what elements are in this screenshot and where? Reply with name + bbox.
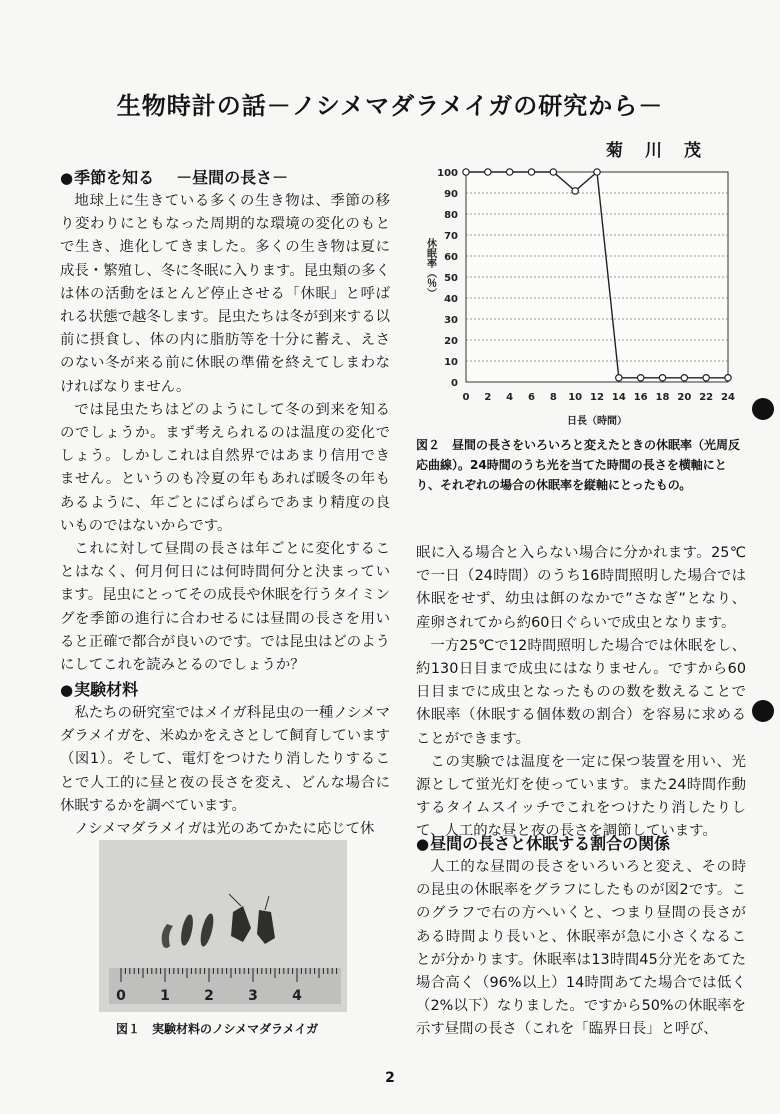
binding-hole-icon: [752, 700, 774, 722]
y-tick-label: 10: [444, 357, 458, 368]
ruler-label: 1: [160, 988, 170, 1004]
x-tick-label: 14: [611, 392, 626, 403]
photoperiod-chart: [410, 160, 744, 428]
x-tick-label: 22: [699, 392, 714, 403]
binding-hole-icon: [752, 398, 774, 420]
y-tick-label: 90: [444, 189, 458, 200]
data-point: [616, 375, 622, 381]
x-tick-label: 6: [528, 392, 535, 403]
paragraph: 人工的な昼間の長さをいろいろと変え、その時の昆虫の休眠率をグラフにしたものが図2です。このグラフで右の方へいくと、つまり昼間の長さがある時間より長いと、休眠率が急に小さくなることが分かります。休眠率は13時間45分光をあてた場合高く（96%以上）14時間あてた場合では低く（2%以下）なりました。ですから50%の休眠率を示す昼間の長さ（これを「臨界日長」と呼び、: [416, 859, 746, 1038]
figure1-photo: [99, 840, 347, 1012]
heading-text: 実験材料: [74, 680, 139, 699]
x-tick-label: 16: [633, 392, 648, 403]
figure1-caption: 図１ 実験材料のノシメマダラメイガ: [116, 1022, 319, 1036]
y-tick-label: 0: [451, 378, 458, 389]
paragraph: 眠に入る場合と入らない場合に分かれます。25℃で一日（24時間）のうち16時間照明した場合では休眠をせず、幼虫は餌のなかで”さなぎ”となり、産卵されてから約60日ぐらいで成虫となります。: [416, 545, 746, 631]
data-point: [550, 169, 556, 175]
data-point: [528, 169, 534, 175]
data-point: [506, 169, 512, 175]
data-point: [637, 375, 643, 381]
y-tick-label: 100: [437, 168, 458, 179]
paragraph: ノシメマダラメイガは光のあてかたに応じて休: [74, 821, 375, 838]
x-tick-label: 0: [462, 392, 470, 403]
y-axis-label: 休眠率（％）: [424, 238, 436, 298]
data-point: [485, 169, 491, 175]
paragraph: 一方25℃で12時間照明した場合では休眠をし、約130日目まで成虫にはなりません。ですから60日目までに成虫となったものの数を数えることで休眠率（休眠する個体数の割合）を容易に求めることができます。: [416, 637, 746, 747]
paragraph: 地球上に生きている多くの生き物は、季節の移り変わりにともなった周期的な環境の変化のもとで生き、進化してきました。多くの生き物は夏に成長・繁殖し、冬に冬眠に入ります。昆虫類の多くは体の活動をほとんど停止させる「休眠」と呼ばれる状態で越冬します。昆虫たちは冬が到来する以前に摂食し、体の内に脂肪等を十分に蓄え、えさのない冬が来る前に休眠の準備を終えてしまわなければなりません。: [60, 193, 390, 395]
x-tick-label: 12: [590, 392, 604, 403]
x-tick-label: 24: [721, 392, 735, 403]
x-tick-label: 4: [506, 392, 514, 403]
x-axis-label: 日長（時間）: [567, 416, 627, 427]
data-point: [572, 188, 578, 194]
section-heading-seasons: [60, 166, 390, 190]
y-tick-label: 80: [444, 210, 458, 221]
bullet-icon: ●: [60, 169, 74, 187]
ruler-label: 4: [292, 988, 302, 1004]
page-number: 2: [385, 1070, 395, 1086]
x-tick-label: 20: [677, 392, 692, 403]
y-tick-label: 20: [444, 336, 458, 347]
heading-text: 昼間の長さと休眠する割合の関係: [430, 834, 671, 853]
section-heading-materials: [60, 678, 390, 702]
y-tick-label: 40: [444, 294, 458, 305]
figure2-caption: 図２ 昼間の長さをいろいろと変えたときの休眠率（光周反応曲線）。24時間のうち光を当てた時間の長さを横軸にとり、それぞれの場合の休眠率を縦軸にとったもの。: [416, 438, 741, 492]
data-point: [594, 169, 600, 175]
section-daylength-relation: [416, 832, 746, 1042]
x-tick-label: 8: [549, 392, 557, 403]
ruler-label: 2: [204, 988, 214, 1004]
y-tick-label: 50: [444, 273, 458, 284]
section-heading-relation: [416, 832, 746, 856]
paragraph: この実験では温度を一定に保つ装置を用い、光源として蛍光灯を使っています。また24時間作動するタイムスイッチでこれをつけたり消したりして、人工的な昼と夜の長さを調節しています。: [416, 753, 746, 840]
y-tick-label: 30: [444, 315, 458, 326]
bullet-icon: ●: [416, 835, 430, 853]
author-name: 菊川茂: [606, 141, 723, 161]
data-point: [703, 375, 709, 381]
section-materials: [60, 678, 390, 841]
x-tick-label: 2: [484, 392, 492, 403]
paragraph: では昆虫たちはどのようにして冬の到来を知るのでしょうか。まず考えられるのは温度の変化でしょう。しかしこれは自然界ではあまり信用できません。というのも冷夏の年もあれば暖冬の年もあるように、年ごとにばらばらであまり精度の良いものではないからです。: [60, 401, 390, 534]
data-point: [659, 375, 665, 381]
x-tick-label: 10: [568, 392, 583, 403]
y-tick-label: 70: [444, 231, 458, 242]
heading-text: 季節を知る: [74, 168, 155, 187]
data-point: [463, 169, 469, 175]
bullet-icon: ●: [60, 681, 74, 699]
ruler-label: 3: [248, 988, 258, 1004]
data-point: [725, 375, 731, 381]
section-seasons: [60, 166, 390, 677]
plot-area: [466, 172, 728, 382]
page-title: 生物時計の話－ノシメマダラメイガの研究から－: [116, 92, 664, 120]
subheading-text: －昼間の長さ－: [176, 168, 289, 187]
paragraph: 私たちの研究室ではメイガ科昆虫の一種ノシメマダラメイガを、米ぬかをえさとして飼育しています（図1）。そして、電灯をつけたり消したりすることで人工的に昼と夜の長さを変え、どんな場合に休眠するかを調べています。: [60, 705, 390, 814]
data-point: [681, 375, 687, 381]
x-tick-label: 18: [655, 392, 670, 403]
y-tick-label: 60: [444, 252, 458, 263]
ruler-label: 0: [116, 988, 126, 1004]
section-materials-continued: [416, 542, 746, 844]
paragraph: これに対して昼間の長さは年ごとに変化することはなく、何月何日には何時間何分と決まっています。昆虫にとってその成長や休眠を行うタイミングを季節の進行に合わせるには昼間の長さを用いると正確で都合が良いのです。では昆虫はどのようにしてこれを読みとるのでしょうか？: [60, 541, 390, 674]
